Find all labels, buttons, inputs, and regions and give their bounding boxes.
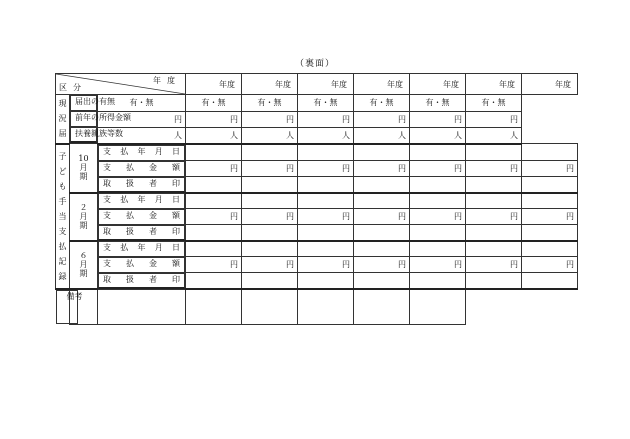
label-char: 扱 [126, 226, 134, 236]
label-char: 支 [103, 162, 111, 172]
kiroku-cell[interactable] [242, 241, 298, 257]
label-char: 現 [58, 99, 67, 109]
genkyo-cell[interactable]: 有・無 [242, 95, 298, 112]
label-char: 年 [83, 113, 91, 122]
month-char: 期 [79, 172, 88, 182]
genkyo-cell[interactable]: 人 [298, 127, 354, 144]
kiroku-cell[interactable]: 円 [186, 257, 242, 273]
label-char: 額 [172, 210, 180, 220]
kiroku-row-label [98, 145, 185, 161]
label-char: 者 [149, 178, 157, 188]
kiroku-cell[interactable]: 円 [410, 257, 466, 273]
genkyo-cell[interactable]: 有・無 [354, 95, 410, 112]
label-char: 日 [172, 194, 180, 204]
kiroku-cell[interactable]: 円 [466, 209, 522, 225]
genkyo-cell[interactable]: 有・無 [410, 95, 466, 112]
label-char: 録 [58, 271, 67, 281]
label-char: 払 [120, 146, 129, 156]
kiroku-cell[interactable] [466, 144, 522, 161]
kiroku-cell[interactable]: 円 [466, 257, 522, 273]
kiroku-cell[interactable] [242, 177, 298, 193]
label-char: 養 [83, 129, 91, 138]
label-char: 前 [75, 113, 83, 122]
kiroku-row-label [98, 193, 185, 209]
kiroku-cell[interactable]: 円 [354, 209, 410, 225]
kiroku-cell[interactable] [298, 144, 354, 161]
label-char: 記 [58, 256, 67, 266]
genkyo-cell[interactable]: 有・無 [298, 95, 354, 112]
label-char: 年 [137, 242, 146, 252]
genkyo-group-label [56, 95, 70, 144]
kiroku-cell[interactable] [242, 225, 298, 241]
kiroku-cell[interactable]: 円 [242, 161, 298, 177]
kiroku-cell[interactable]: 円 [354, 161, 410, 177]
month-period-label [70, 241, 98, 290]
kiroku-cell[interactable] [522, 193, 578, 209]
kiroku-row-label [98, 257, 185, 273]
label-char: も [58, 181, 67, 191]
label-char: 払 [126, 210, 134, 220]
label-char: 扶 [75, 129, 83, 138]
memo-cell[interactable] [242, 289, 298, 324]
kiroku-cell[interactable] [354, 241, 410, 257]
genkyo-cell[interactable]: 人 [354, 127, 410, 144]
month-period-label [70, 193, 98, 241]
year-header-7[interactable]: 年度 [522, 74, 578, 95]
kiroku-row-label [98, 241, 185, 257]
month-char: ２ [79, 203, 88, 212]
kiroku-cell[interactable]: 円 [410, 209, 466, 225]
kiroku-cell[interactable]: 円 [298, 209, 354, 225]
month-char: 月 [79, 260, 88, 270]
kiroku-cell[interactable]: 円 [522, 257, 578, 273]
label-char: 扱 [126, 178, 134, 188]
label-char: 有 [99, 97, 107, 106]
kiroku-cell[interactable]: 円 [466, 161, 522, 177]
kiroku-cell[interactable] [298, 177, 354, 193]
month-char: 月 [79, 163, 88, 173]
kiroku-cell[interactable]: 円 [298, 257, 354, 273]
genkyo-cell[interactable]: 円 [98, 111, 186, 127]
kiroku-cell[interactable] [410, 144, 466, 161]
kiroku-row-label [98, 225, 185, 241]
label-char: 届 [58, 129, 67, 139]
label-char: の [91, 113, 99, 122]
label-char: 額 [172, 162, 180, 172]
label-char: 考 [74, 292, 83, 301]
label-char: 支 [103, 146, 111, 156]
label-char: 取 [103, 226, 111, 236]
kiroku-cell[interactable] [242, 144, 298, 161]
page-title: （裏面） [294, 59, 335, 69]
label-char: 備 [66, 292, 75, 301]
label-char: 扱 [126, 274, 134, 284]
label-char: 払 [126, 162, 134, 172]
genkyo-cell[interactable]: 円 [410, 111, 466, 127]
kiroku-cell[interactable] [522, 144, 578, 161]
kiroku-cell[interactable] [410, 193, 466, 209]
label-char: 得 [107, 113, 115, 122]
label-char: 額 [172, 258, 180, 268]
genkyo-row-label [70, 127, 123, 143]
label-char: 払 [120, 242, 129, 252]
label-char: 日 [172, 242, 180, 252]
month-char: 10 [78, 154, 89, 164]
month-period-label [70, 144, 98, 193]
genkyo-cell[interactable]: 人 [410, 127, 466, 144]
kiroku-cell[interactable] [410, 273, 466, 290]
header-diagonal-cell [56, 74, 186, 95]
label-char: 金 [149, 210, 157, 220]
genkyo-cell[interactable]: 円 [354, 111, 410, 127]
month-char: 期 [79, 269, 88, 279]
kiroku-cell[interactable] [298, 241, 354, 257]
kiroku-cell[interactable] [522, 225, 578, 241]
kiroku-cell[interactable] [242, 193, 298, 209]
year-header-6[interactable]: 年度 [466, 74, 522, 95]
label-char: 支 [58, 226, 67, 236]
kiroku-row-label [98, 273, 185, 289]
label-char: 親 [91, 129, 99, 138]
kiroku-row-label [98, 177, 185, 193]
kiroku-cell[interactable]: 円 [522, 209, 578, 225]
genkyo-cell[interactable]: 有・無 [186, 95, 242, 112]
kiroku-cell[interactable] [354, 225, 410, 241]
genkyo-cell[interactable]: 有・無 [466, 95, 522, 112]
label-char: 無 [107, 97, 115, 106]
label-char: 取 [103, 274, 111, 284]
kiroku-row-label [98, 161, 185, 177]
label-char: 金 [149, 162, 157, 172]
kiroku-cell[interactable] [466, 273, 522, 290]
year-header-3[interactable]: 年度 [298, 74, 354, 95]
memo-cell[interactable] [354, 289, 410, 324]
label-char: 支 [103, 194, 111, 204]
genkyo-row-label [70, 111, 131, 127]
label-char: 手 [58, 196, 67, 206]
label-char: 等 [107, 129, 115, 138]
kiroku-cell[interactable]: 円 [186, 161, 242, 177]
year-header-4[interactable]: 年度 [354, 74, 410, 95]
label-char: 況 [58, 114, 67, 124]
label-char: 月 [154, 146, 163, 156]
kiroku-cell[interactable] [242, 273, 298, 290]
genkyo-cell[interactable]: 有・無 [98, 95, 186, 112]
month-char: 月 [79, 212, 88, 221]
genkyo-cell[interactable]: 人 [242, 127, 298, 144]
label-char: 者 [149, 226, 157, 236]
nendo-label: 年度 [153, 76, 182, 85]
label-char: 払 [120, 194, 129, 204]
genkyo-cell[interactable]: 円 [242, 111, 298, 127]
label-char: 支 [103, 258, 111, 268]
kiroku-cell[interactable] [522, 241, 578, 257]
kiroku-cell[interactable] [410, 225, 466, 241]
label-char: 年 [137, 146, 146, 156]
label-char: ど [58, 166, 67, 176]
kiroku-cell[interactable] [354, 144, 410, 161]
kiroku-cell[interactable] [186, 225, 242, 241]
label-char: 族 [99, 129, 107, 138]
genkyo-cell[interactable]: 円 [466, 111, 522, 127]
label-char: 出 [83, 97, 91, 106]
memo-label [56, 290, 83, 324]
kiroku-cell[interactable] [466, 241, 522, 257]
kiroku-cell[interactable] [186, 273, 242, 290]
label-char: 払 [58, 241, 67, 251]
year-header-5[interactable]: 年度 [410, 74, 466, 95]
label-char: 所 [99, 113, 107, 122]
kiroku-row-label [98, 209, 185, 225]
kiroku-cell[interactable]: 円 [242, 209, 298, 225]
label-char: 月 [154, 242, 163, 252]
kiroku-group-label [56, 144, 70, 290]
kiroku-cell[interactable] [298, 273, 354, 290]
kiroku-cell[interactable] [410, 177, 466, 193]
year-header-2[interactable]: 年度 [242, 74, 298, 95]
kiroku-cell[interactable]: 円 [354, 257, 410, 273]
kiroku-cell[interactable]: 円 [522, 161, 578, 177]
kiroku-cell[interactable] [410, 241, 466, 257]
kiroku-cell[interactable] [466, 225, 522, 241]
label-char: 金 [115, 113, 123, 122]
genkyo-cell[interactable]: 円 [186, 111, 242, 127]
kiroku-cell[interactable] [522, 273, 578, 290]
kiroku-cell[interactable] [354, 177, 410, 193]
label-char: 当 [58, 211, 67, 221]
month-char: ６ [79, 251, 88, 261]
label-char: 印 [172, 226, 180, 236]
month-char: 期 [79, 221, 88, 230]
kiroku-cell[interactable] [466, 193, 522, 209]
genkyo-cell[interactable]: 人 [466, 127, 522, 144]
kiroku-cell[interactable]: 円 [298, 161, 354, 177]
label-char: 印 [172, 274, 180, 284]
memo-cell[interactable] [410, 289, 466, 324]
kiroku-cell[interactable] [466, 177, 522, 193]
kiroku-cell[interactable]: 円 [242, 257, 298, 273]
label-char: 子 [58, 151, 67, 161]
kiroku-cell[interactable] [186, 177, 242, 193]
kubun-label: 区分 [59, 83, 87, 92]
genkyo-row-label [70, 95, 115, 111]
label-char: 取 [103, 178, 111, 188]
genkyo-cell[interactable]: 人 [186, 127, 242, 144]
kiroku-cell[interactable]: 円 [410, 161, 466, 177]
memo-cell[interactable] [186, 289, 242, 324]
label-char: 額 [123, 113, 131, 122]
label-char: 日 [172, 146, 180, 156]
genkyo-cell[interactable]: 人 [98, 127, 186, 144]
kiroku-cell[interactable] [186, 241, 242, 257]
kiroku-cell[interactable]: 円 [186, 209, 242, 225]
label-char: 払 [126, 258, 134, 268]
kiroku-cell[interactable] [186, 144, 242, 161]
kiroku-cell[interactable] [522, 177, 578, 193]
label-char: 印 [172, 178, 180, 188]
label-char: 者 [149, 274, 157, 284]
label-char: 金 [149, 258, 157, 268]
year-header-1[interactable]: 年度 [186, 74, 242, 95]
kiroku-cell[interactable] [298, 193, 354, 209]
label-char: 届 [75, 97, 83, 106]
label-char: 年 [137, 194, 146, 204]
genkyo-cell[interactable]: 円 [298, 111, 354, 127]
memo-cell[interactable] [98, 289, 186, 324]
label-char: 支 [103, 210, 111, 220]
payment-record-table [55, 73, 578, 325]
kiroku-cell[interactable] [186, 193, 242, 209]
kiroku-cell[interactable] [354, 273, 410, 290]
kiroku-cell[interactable] [298, 225, 354, 241]
memo-cell[interactable] [298, 289, 354, 324]
label-char: 月 [154, 194, 163, 204]
label-char: の [91, 97, 99, 106]
label-char: 数 [115, 129, 123, 138]
label-char: 支 [103, 242, 111, 252]
kiroku-cell[interactable] [354, 193, 410, 209]
